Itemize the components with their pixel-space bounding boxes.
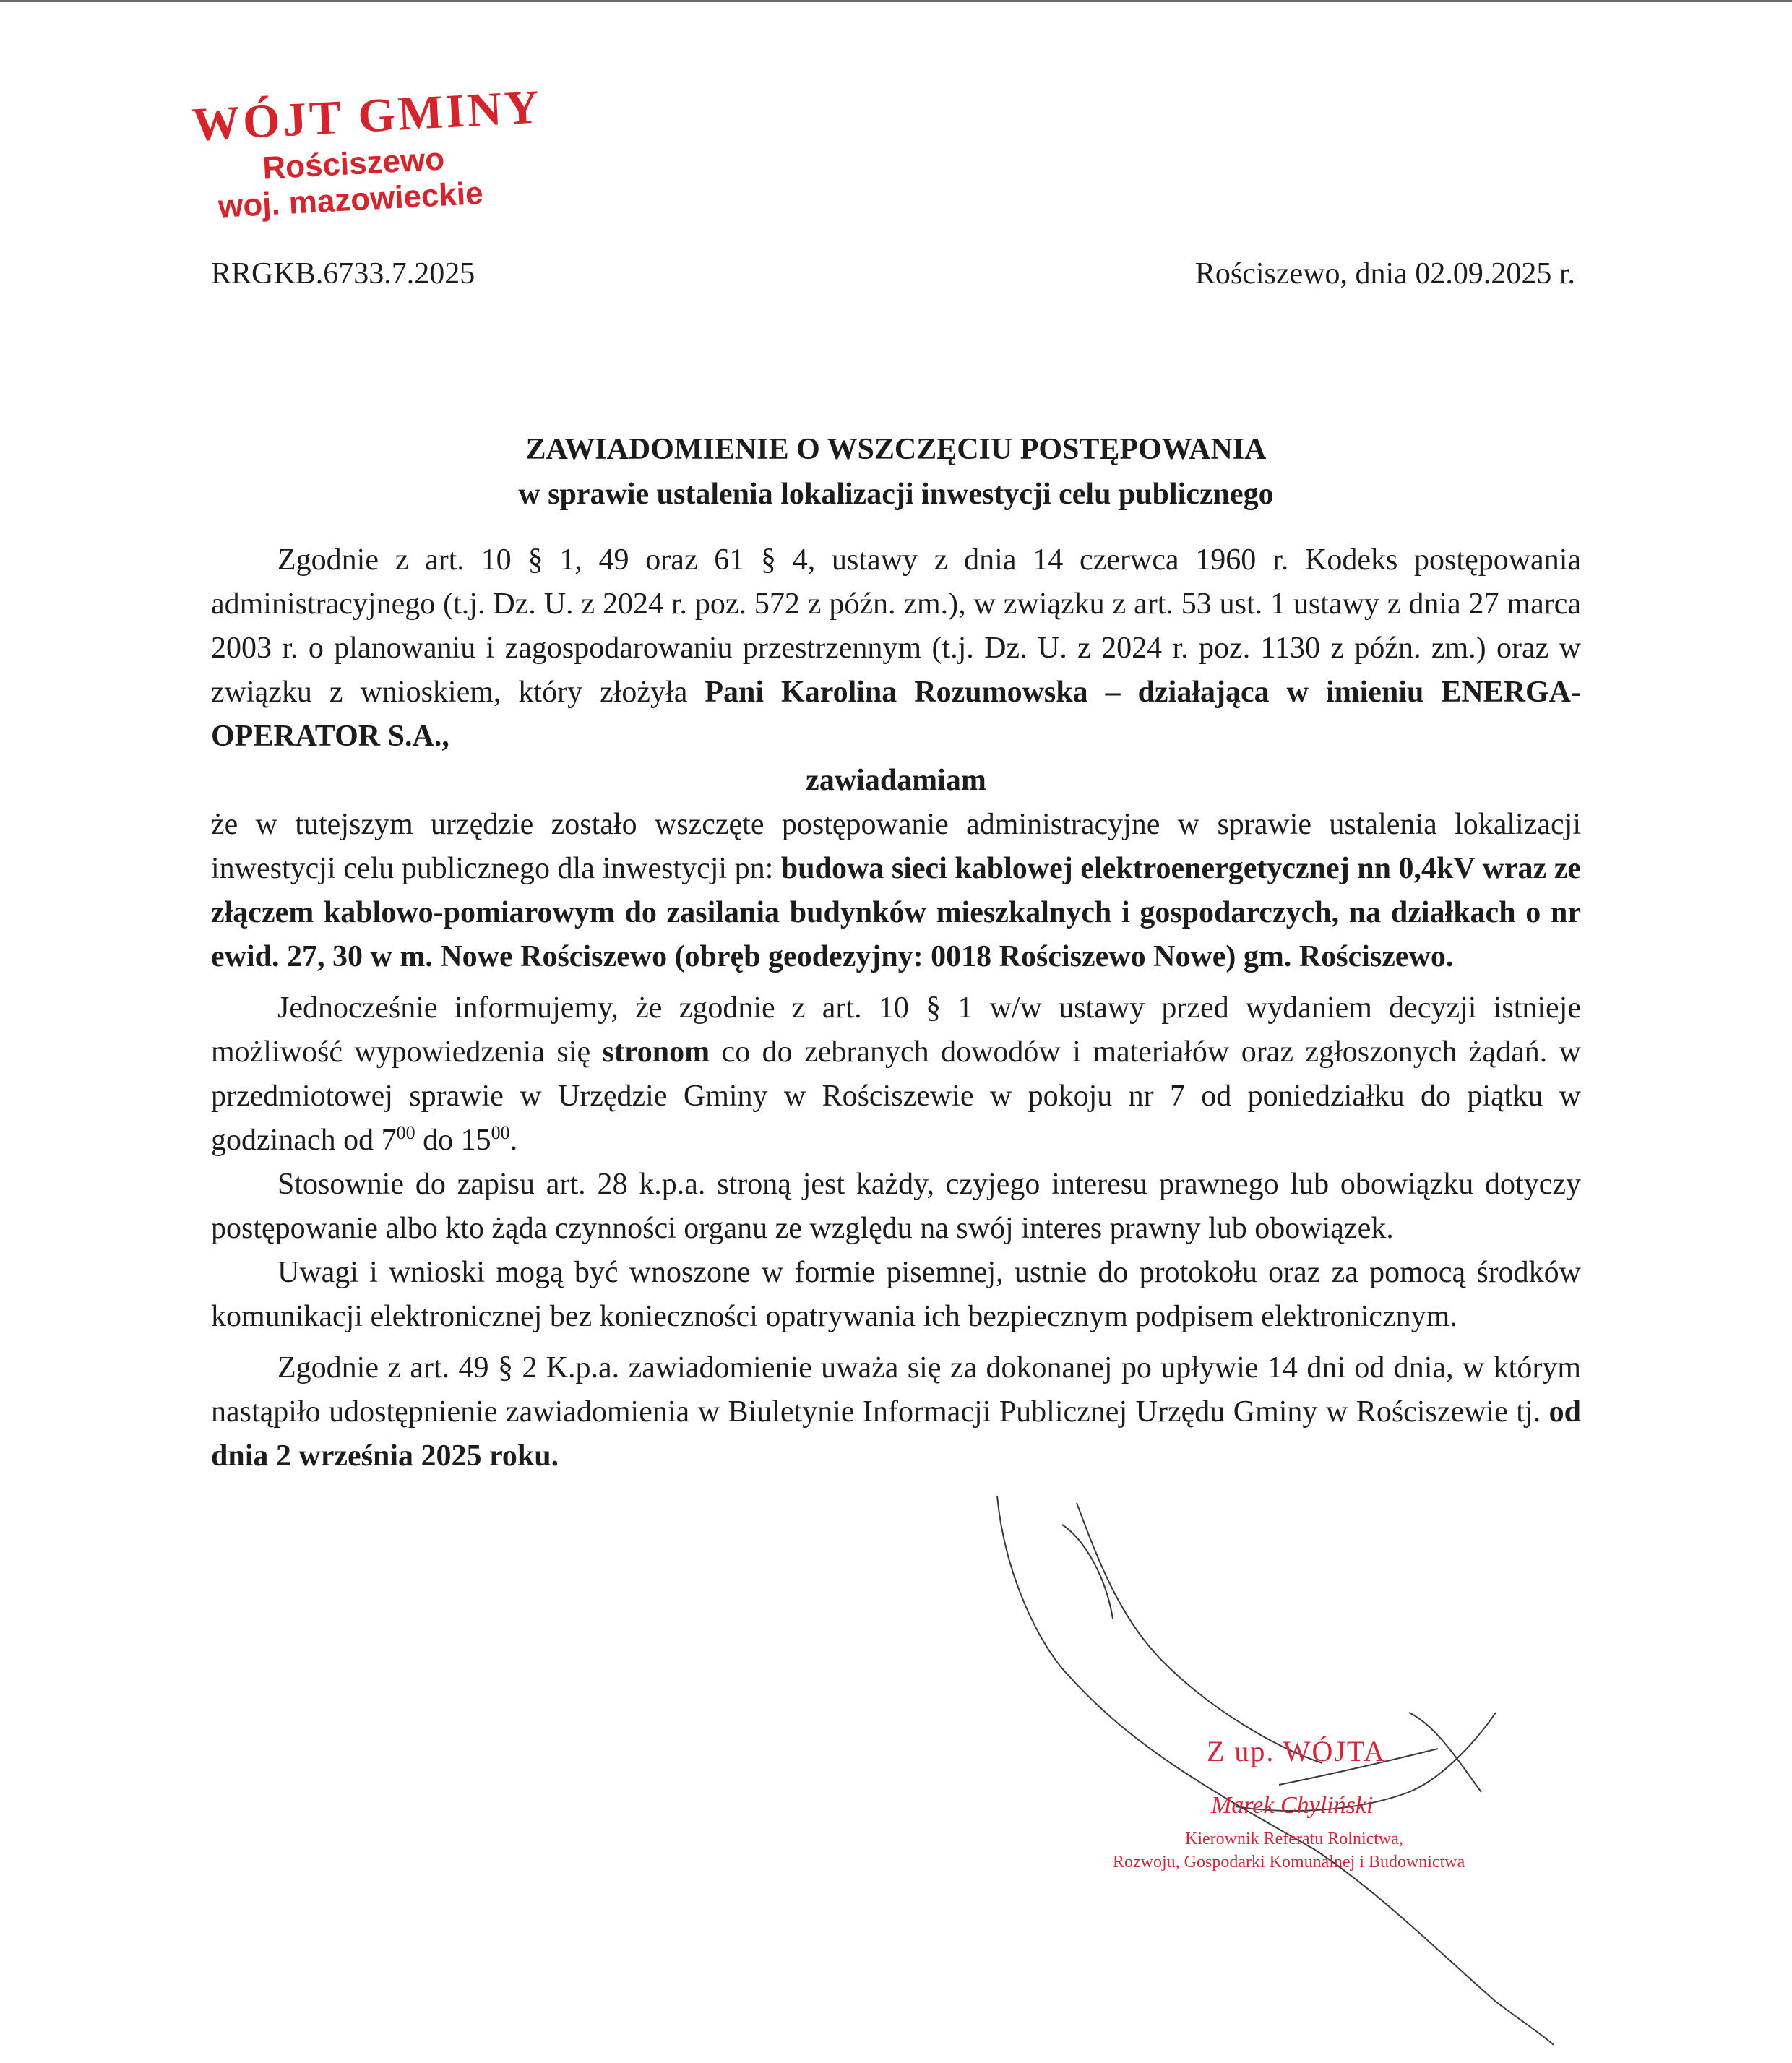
hour-superscript: 00	[396, 1122, 415, 1143]
paragraph-text: co do zebranych dowodów i materiałów oraz zgłoszonych żądań. w przedmiotowej sprawie w Urzędzie Gminy w Rościszewie w pokoju nr 7 od poniedziałku do piątku w godzinach od 7	[211, 1035, 1581, 1157]
hour-superscript: 00	[491, 1122, 510, 1143]
document-subtitle: w sprawie ustalenia lokalizacji inwestycji celu publicznego	[518, 478, 1274, 511]
page-top-edge	[0, 0, 1792, 2]
effective-date: od dnia 2 września 2025 roku.	[211, 1395, 1581, 1473]
applicant-name: Pani Karolina Rozumowska – działająca w imieniu ENERGA-OPERATOR S.A.,	[211, 676, 1581, 753]
signer-position-line-2: Rozwoju, Gospodarki Komunalnej i Budownictwa	[1113, 1853, 1465, 1872]
stamp-line-3: woj. mazowieckie	[217, 175, 484, 225]
paragraph-remarks: Uwagi i wnioski mogą być wnoszone w formie pisemnej, ustnie do protokołu oraz za pomocą środków komunikacji elektronicznej bez konieczności opatrywania ich bezpiecznym podpisem elektronicznym.	[211, 1256, 1581, 1333]
stamp-line-2: Rościszewo	[262, 141, 446, 186]
paragraph-party-definition: Stosownie do zapisu art. 28 k.p.a. stroną jest każdy, czyjego interesu prawnego lub obowiązku dotyczy postępowanie albo kto żąda czynności organu ze względu na swój interes prawny lub obowiązek.	[211, 1168, 1581, 1245]
paragraph-text: Zgodnie z art. 49 § 2 K.p.a. zawiadomienie uważa się za dokonanej po upływie 14 dni od dnia, w którym nastąpiło udostępnienie zawiadomienia w Biuletynie Informacji Publicznej Urzędu Gminy w Rościszewie tj.	[211, 1351, 1581, 1429]
notify-word: zawiadamiam	[806, 764, 986, 797]
signer-name: Marek Chyliński	[1211, 1792, 1374, 1819]
emphasis-stronom: stronom	[602, 1035, 710, 1069]
investment-name: budowa sieci kablowej elektroenergetycznej nn 0,4kV wraz ze złączem kablowo-pomiarowym do zasilania budynków mieszkalnych i gospodarczych, na działkach o nr ewid. 27, 30 w m. Nowe Rościszewo (obręb geodezyjny: 0018 Rościszewo Nowe) gm. Rościszewo.	[211, 852, 1582, 973]
paragraph-text: Zgodnie z art. 10 § 1, 49 oraz 61 § 4, ustawy z dnia 14 czerwca 1960 r. Kodeks postępowania administracyjnego (t.j. Dz. U. z 2024 r. poz. 572 z późn. zm.), w związku z art. 53 ust. 1 ustawy z dnia 27 marca 2003 r. o planowaniu i zagospodarowaniu przestrzennym (t.j. Dz. U. z 2024 r. poz. 1130 z późn. zm.) oraz w związku z wnioskiem, który złożyła	[211, 543, 1581, 709]
signer-position-line-1: Kierownik Referatu Rolnictwa,	[1185, 1830, 1403, 1848]
paragraph-legal-basis	[211, 538, 1581, 759]
paragraph-text: .	[509, 1124, 518, 1157]
signature-authority: Z up. WÓJTA	[1207, 1735, 1387, 1767]
paragraph-investment	[211, 803, 1581, 979]
signature-block	[1084, 1734, 1517, 1922]
document-title: ZAWIADOMIENIE O WSZCZĘCIU POSTĘPOWANIA	[525, 433, 1267, 466]
office-stamp	[186, 76, 569, 240]
paragraph-information	[211, 986, 1581, 1163]
paragraph-text: że w tutejszym urzędzie zostało wszczęte postępowanie administracyjne w sprawie ustalenia lokalizacji inwestycji celu publicznego dla inwestycji pn:	[211, 808, 1581, 885]
paragraph-text: do 15	[415, 1124, 491, 1157]
document-date: Rościszewo, dnia 02.09.2025 r.	[1194, 257, 1575, 290]
stamp-line-1: WÓJT GMINY	[191, 80, 543, 152]
paragraph-text: Jednocześnie informujemy, że zgodnie z art. 10 § 1 w/w ustawy przed wydaniem decyzji istnieje możliwość wypowiedzenia się	[211, 991, 1581, 1069]
paragraph-notification-date	[211, 1346, 1581, 1478]
reference-number: RRGKB.6733.7.2025	[211, 257, 475, 290]
document-body	[211, 538, 1581, 1478]
